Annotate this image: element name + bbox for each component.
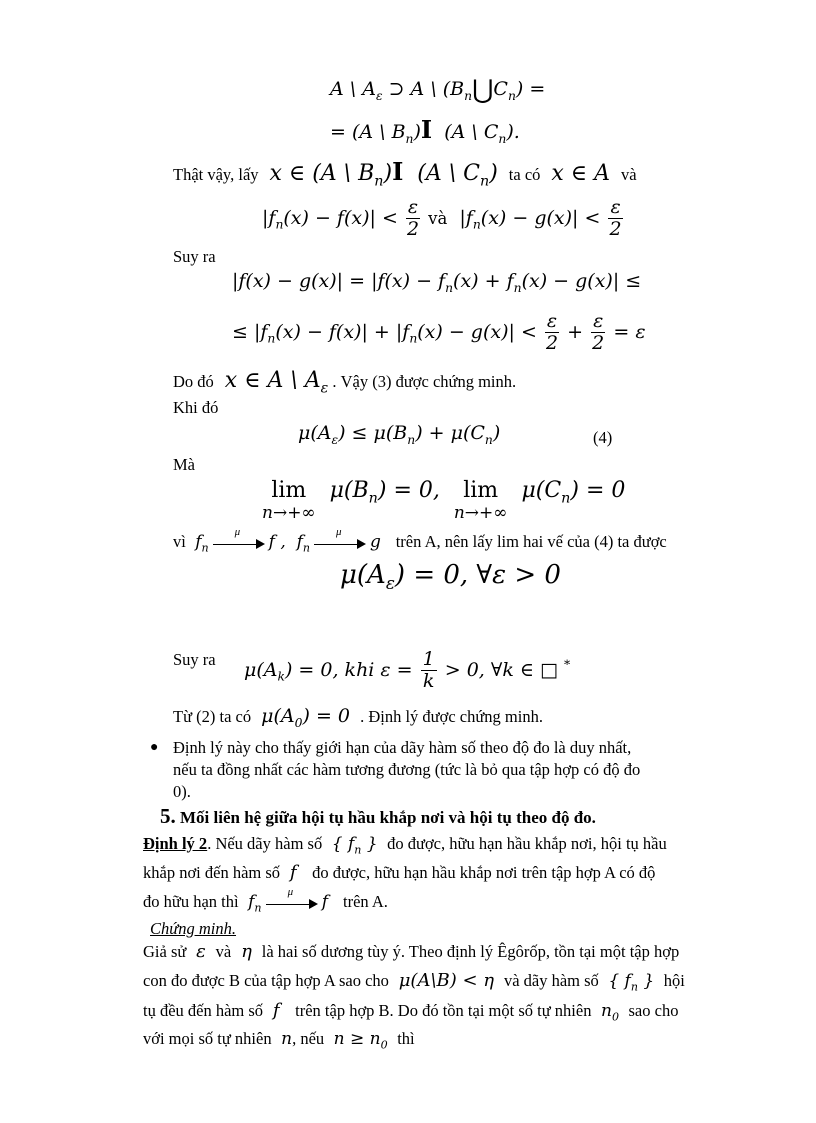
theorem-text-1a: . Nếu dãy hàm số <box>207 834 323 853</box>
text-that-vay-lead: Thật vậy, lấy <box>173 165 259 184</box>
theorem-label: Định lý 2 <box>143 834 208 853</box>
lim-operator-2: lim <box>463 478 499 503</box>
text-khi-do: Khi đó <box>173 398 219 417</box>
section-title: Mối liên hệ giữa hội tụ hầu khắp nơi và hội tụ theo độ đo. <box>180 808 596 827</box>
math-mu-Ae-zero: $\mu(A_\varepsilon) = 0$, ∀ε > 0 <box>340 560 561 594</box>
math-x-in-intersection: x ∈ (A \ $B_n)I$ (A \ $C_n$) <box>262 157 505 190</box>
math-triangle-ineq-2: ≤ $|f_n(x) - f(x)| + |f_n(x) - g(x)|$ < $\frac{\varepsilon}{2}$ + $\frac{\varepsilon}{2}$ = ε <box>232 310 646 354</box>
proof-line-4: với mọi số tự nhiên n, nếu $n \ge n_0$ thì <box>143 1029 415 1052</box>
text-tu-2-lead: Từ (2) ta có <box>173 707 252 726</box>
converge-in-measure-arrow-1: μ <box>213 536 265 550</box>
theorem-line-2: khắp nơi đến hàm số f đo được, hữu hạn hầu khắp nơi trên tập hợp A có độ <box>143 862 656 883</box>
text-that-vay-tail: và <box>620 165 637 184</box>
text-va: và <box>428 208 448 228</box>
proof-text-3b: trên tập hợp B. Do đó tồn tại một số tự nhiên <box>295 1001 592 1020</box>
proof-line-2: con đo được B của tập hợp A sao cho μ(A\B) < η và dãy hàm số { $f_n$ } hội <box>143 970 685 994</box>
lim-sub-1: n→+∞ <box>262 503 316 523</box>
section-heading-5 <box>160 804 596 829</box>
text-vi-lead: vì <box>173 532 186 551</box>
proof-text-3a: tụ đều đến hàm số <box>143 1001 264 1020</box>
set-equation-line-1: A \ $A_\varepsilon$ ⊃ A \ $(B_n⋃C_n)$ = <box>330 75 546 105</box>
theorem-line-3: đo hữu hạn thì $f_n$ μ f trên A. <box>143 886 388 915</box>
text-that-vay-mid: ta có <box>508 165 541 184</box>
math-mu-Ak-zero: $\mu(A_k) = 0$, khi ε = $\frac{1}{k}$ > 0, ∀k ∈ □ * <box>244 648 571 692</box>
equation-label-4: (4) <box>593 428 613 447</box>
math-limits: lim n→+∞ $\mu(B_n) = 0$, lim n→+∞ $\mu(C_n) = 0$ <box>262 478 626 523</box>
paragraph-do-do <box>173 368 516 396</box>
proof-text-2a: con đo được B của tập hợp A sao cho <box>143 971 389 990</box>
text-suy-ra-2: Suy ra <box>173 650 216 669</box>
math-mu-A0-zero: $\mu(A_0) = 0$ <box>255 705 357 730</box>
lim-sub-2: n→+∞ <box>453 503 508 523</box>
bullet-line-3: 0). <box>173 782 191 801</box>
bullet-line-2: nếu ta đồng nhất các hàm tương đương (tức là bỏ qua tập hợp có độ đo <box>173 760 641 779</box>
proof-text-1b: và <box>215 942 232 961</box>
text-do-do-lead: Do đó <box>173 372 214 391</box>
proof-text-2c: hội <box>663 971 685 990</box>
set-equation-line-2: = (A \ $B_n)I$ (A \ $C_n$). <box>330 115 520 146</box>
paragraph-tu-2 <box>173 705 543 730</box>
proof-text-1c: là hai số dương tùy ý. Theo định lý Êgôrốp, tồn tại một tập hợp <box>261 942 680 961</box>
text-tu-2-tail: . Định lý được chứng minh. <box>360 707 543 726</box>
theorem-text-1b: đo được, hữu hạn hầu khắp nơi, hội tụ hầu <box>387 834 667 853</box>
theorem-text-2b: đo được, hữu hạn hầu khắp nơi trên tập hợp A có độ <box>312 863 656 882</box>
paragraph-vi: vì $f_n$ μ f , $f_n$ μ g trên A, nên lấy lim hai vế của (4) ta được <box>173 526 667 555</box>
proof-text-2b: và dãy hàm số <box>503 971 599 990</box>
theorem-text-2a: khắp nơi đến hàm số <box>143 863 281 882</box>
section-number: 5. <box>160 804 176 828</box>
lim-operator-1: lim <box>271 478 307 503</box>
theorem-text-3b: trên A. <box>343 892 388 911</box>
text-do-do-tail: . Vậy (3) được chứng minh. <box>332 372 517 391</box>
abs-inequalities-eps-over-2: $|f_n(x) - f(x)|$ < $\frac{\varepsilon}{2}$ và $|f_n(x) - g(x)|$ < $\frac{\varepsilon}{2}$ <box>262 196 622 240</box>
math-triangle-ineq-1: $|f(x) - g(x)| = |f(x) - f_n(x) + f_n(x) - g(x)|$ ≤ <box>232 270 642 295</box>
proof-line-1: Giả sử ε và η là hai số dương tùy ý. Theo định lý Êgôrốp, tồn tại một tập hợp <box>143 941 680 962</box>
math-x-in-A: x ∈ A <box>544 161 617 186</box>
text-vi-mid: trên A, nên lấy lim hai vế của (4) ta được <box>395 532 667 551</box>
proof-label: Chứng minh. <box>150 919 237 938</box>
proof-text-1a: Giả sử <box>143 942 187 961</box>
math-x-in-A-minus-Ae: x ∈ A \ $A_\varepsilon$ <box>217 368 329 397</box>
converge-in-measure-arrow-2: μ <box>314 536 366 550</box>
bullet-icon: ● <box>150 740 159 755</box>
proof-text-4c: thì <box>397 1029 415 1048</box>
bullet-paragraph <box>173 737 640 803</box>
text-suy-ra-1: Suy ra <box>173 247 216 266</box>
bullet-line-1: Định lý này cho thấy giới hạn của dãy hàm số theo độ đo là duy nhất, <box>173 738 632 757</box>
theorem-text-3a: đo hữu hạn thì <box>143 892 239 911</box>
converge-in-measure-arrow-3: μ <box>266 896 318 910</box>
math-mu-Ae-inequality: $\mu(A_\varepsilon) \le \mu(B_n) + \mu(C_n)$ <box>298 422 501 447</box>
proof-line-3: tụ đều đến hàm số f trên tập hợp B. Do đó tồn tại một số tự nhiên $n_0$ sao cho <box>143 1000 679 1024</box>
proof-text-4a: với mọi số tự nhiên <box>143 1029 272 1048</box>
proof-text-4b: , nếu <box>292 1029 325 1048</box>
text-ma: Mà <box>173 455 195 474</box>
theorem-line-1: Định lý 2. Nếu dãy hàm số { $f_n$ } đo được, hữu hạn hầu khắp nơi, hội tụ hầu <box>143 834 667 857</box>
proof-text-3c: sao cho <box>628 1001 679 1020</box>
paragraph-that-vay <box>173 157 637 189</box>
